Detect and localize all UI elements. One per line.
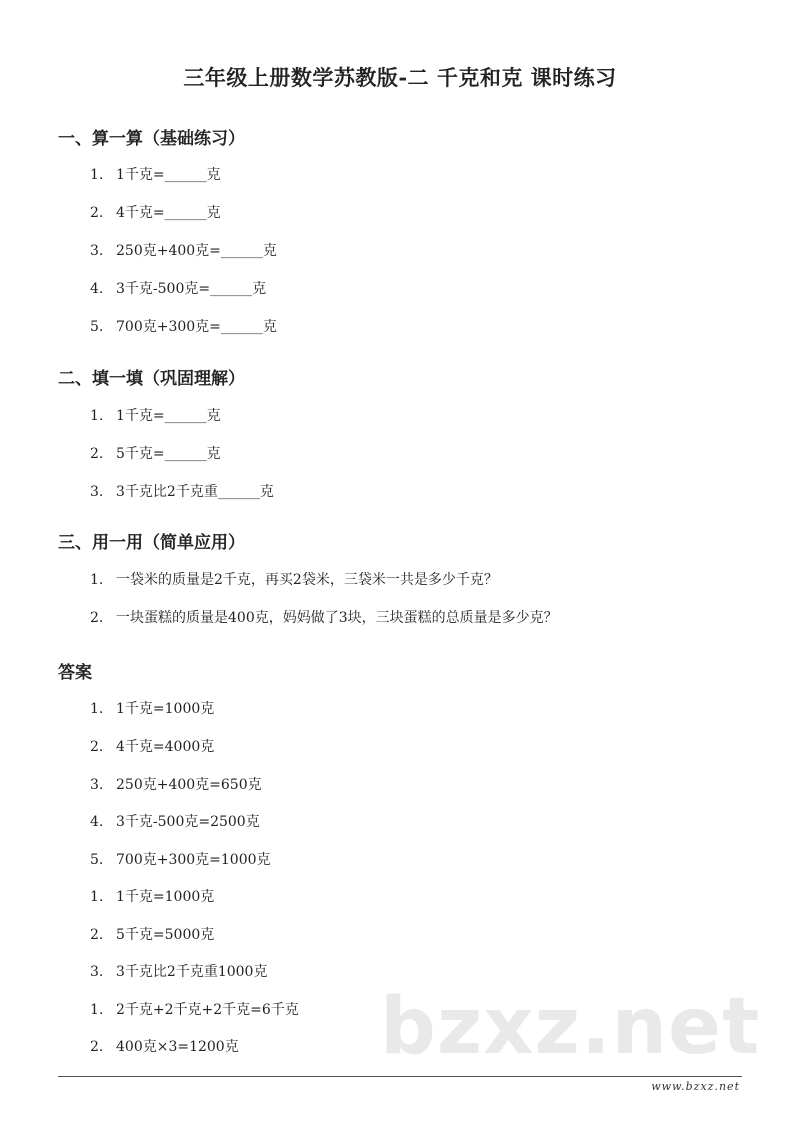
question-item [90, 569, 498, 589]
item-number: 1. [90, 889, 104, 905]
answers-heading: 答案 [58, 663, 92, 683]
question-item [90, 278, 266, 298]
item-number: 2. [90, 739, 104, 755]
item-text: 700克+300克=______克 [116, 319, 277, 335]
question-item [90, 607, 558, 627]
item-text: 4千克=4000克 [116, 739, 215, 755]
item-number: 2. [90, 446, 104, 462]
item-text: 5千克=5000克 [116, 927, 215, 943]
page-title: 三年级上册数学苏教版-二 千克和克 课时练习 [183, 65, 617, 90]
item-text: 250克+400克=______克 [116, 243, 277, 259]
item-number: 5. [90, 852, 104, 868]
answer-item [90, 698, 214, 718]
answer-item [90, 849, 271, 869]
answer-item [90, 961, 267, 981]
question-item [90, 240, 277, 260]
item-text: 1千克=______克 [116, 167, 221, 183]
item-text: 700克+300克=1000克 [116, 852, 271, 868]
item-number: 2. [90, 927, 104, 943]
footer-url: www.bzxz.net [651, 1080, 740, 1093]
answer-item [90, 999, 299, 1019]
item-number: 3. [90, 777, 104, 793]
answer-item [90, 924, 214, 944]
item-text: 1千克=1000克 [116, 889, 215, 905]
item-text: 3千克-500克=______克 [116, 281, 267, 297]
footer-divider [58, 1076, 742, 1077]
item-number: 2. [90, 610, 104, 626]
item-text: 3千克比2千克重1000克 [116, 964, 268, 980]
section-heading-basic: 一、算一算（基础练习） [58, 129, 245, 149]
question-item [90, 481, 274, 501]
item-text: 5千克=______克 [116, 446, 221, 462]
section-heading-consolidate: 二、填一填（巩固理解） [58, 369, 245, 389]
item-number: 1. [90, 408, 104, 424]
item-text: 4千克=______克 [116, 205, 221, 221]
item-number: 2. [90, 1039, 104, 1055]
item-text: 400克×3=1200克 [116, 1039, 239, 1055]
question-item [90, 316, 277, 336]
answer-item [90, 1036, 239, 1056]
item-number: 3. [90, 964, 104, 980]
item-text: 一块蛋糕的质量是400克，妈妈做了3块，三块蛋糕的总质量是多少克？ [116, 610, 558, 626]
item-text: 3千克-500克=2500克 [116, 814, 260, 830]
watermark: bzxz.net [380, 982, 761, 1072]
item-number: 1. [90, 701, 104, 717]
item-text: 1千克=______克 [116, 408, 221, 424]
item-number: 4. [90, 814, 104, 830]
item-text: 3千克比2千克重______克 [116, 484, 274, 500]
item-number: 1. [90, 572, 104, 588]
question-item [90, 202, 221, 222]
question-item [90, 405, 221, 425]
item-number: 4. [90, 281, 104, 297]
item-text: 一袋米的质量是2千克，再买2袋米，三袋米一共是多少千克？ [116, 572, 498, 588]
question-item [90, 443, 221, 463]
question-item [90, 164, 221, 184]
item-number: 3. [90, 484, 104, 500]
answer-item [90, 886, 214, 906]
item-number: 2. [90, 205, 104, 221]
item-number: 3. [90, 243, 104, 259]
answer-item [90, 811, 260, 831]
answer-item [90, 774, 262, 794]
item-text: 1千克=1000克 [116, 701, 215, 717]
item-number: 5. [90, 319, 104, 335]
answer-item [90, 736, 214, 756]
section-heading-apply: 三、用一用（简单应用） [58, 533, 245, 553]
item-number: 1. [90, 1002, 104, 1018]
item-text: 2千克+2千克+2千克=6千克 [116, 1002, 299, 1018]
item-text: 250克+400克=650克 [116, 777, 262, 793]
item-number: 1. [90, 167, 104, 183]
